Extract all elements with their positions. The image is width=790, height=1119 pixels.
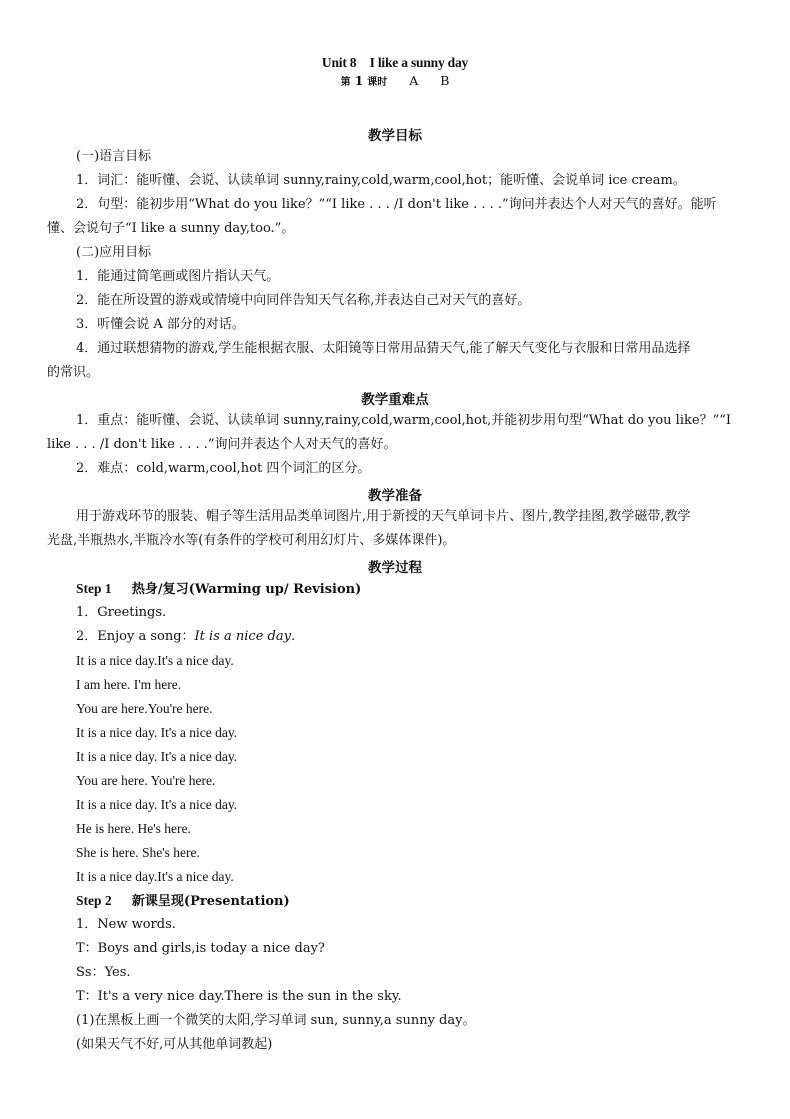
prep-heading: 教学准备 [368,488,422,504]
part-b-label: B [440,73,450,88]
goals-line: (一)语言目标 [76,149,152,164]
lesson-mark: 第 [340,77,351,88]
goals-line: 的常识。 [47,365,100,380]
key-line: 2．难点：cold,warm,cool,hot 四个词汇的区分。 [76,461,371,476]
goals-line: 2．能在所设置的游戏或情境中向同伴告知天气名称,并表达自己对天气的喜好。 [76,293,531,308]
step2-label: Step 2 [76,893,112,908]
lesson-number: 1 [354,73,364,88]
step2-line: T：Boys and girls,is today a nice day? [76,941,325,956]
song-line: He is here. He's here. [76,821,191,836]
goals-heading: 教学目标 [368,128,422,144]
goals-line: 1．词汇：能听懂、会说、认读单词 sunny,rainy,cold,warm,cool,hot；能听懂、会说单词 ice cream。 [76,173,686,188]
unit-title: Unit 8 I like a sunny day [321,55,469,70]
song-line: It is a nice day.It's a nice day. [76,653,234,668]
song-title: It is a nice day [194,629,291,644]
lesson-subtitle [0,73,790,88]
song-line: It is a nice day.It's a nice day. [76,869,234,884]
goals-line: (二)应用目标 [76,245,152,260]
step2-heading [76,892,748,910]
step2-line: 1．New words. [76,917,176,932]
song-line: It is a nice day. It's a nice day. [76,749,238,764]
step2-line: T：It's a very nice day.There is the sun in the sky. [76,989,402,1004]
step2-title: 新课呈现(Presentation) [131,894,290,909]
process-heading: 教学过程 [368,560,422,576]
song-prefix: 2．Enjoy a song： [76,629,195,644]
step1-heading [76,580,748,598]
prep-line: 用于游戏环节的服装、帽子等生活用品类单词图片,用于新授的天气单词卡片、图片,教学挂图,教学磁带,教学 [76,509,691,524]
song-line: You are here.You're here. [76,701,213,716]
step2-line: Ss：Yes. [76,965,131,980]
song-suffix: . [290,629,296,644]
step1-item: 1．Greetings. [76,605,167,620]
key-line: 1．重点：能听懂、会说、认读单词 sunny,rainy,cold,warm,cool,hot,并能初步用句型“What do you like？”“I [76,413,731,428]
key-heading: 教学重难点 [361,392,429,408]
goals-line: 2．句型：能初步用“What do you like？”“I like . . . /I don't like . . . .”询问并表达个人对天气的喜好。能听 [76,197,717,212]
step1-title: 热身/复习(Warming up/ Revision) [131,582,362,597]
song-line: She is here. She's here. [76,845,200,860]
prep-line: 光盘,半瓶热水,半瓶冷水等(有条件的学校可利用幻灯片、多媒体课件)。 [47,533,456,548]
song-line: It is a nice day. It's a nice day. [76,725,238,740]
goals-line: 1．能通过简笔画或图片指认天气。 [76,269,280,284]
song-line: You are here. You're here. [76,773,216,788]
song-line: I am here. I'm here. [76,677,182,692]
goals-line: 3．听懂会说 A 部分的对话。 [76,317,245,332]
part-a-label: A [409,73,419,88]
key-line: like . . . /I don't like . . . .”询问并表达个人对天气的喜好。 [47,437,397,452]
step2-line: (1)在黑板上画一个微笑的太阳,学习单词 sun, sunny,a sunny day。 [76,1013,476,1028]
step1-item [76,628,748,645]
song-line: It is a nice day. It's a nice day. [76,797,238,812]
goals-line: 4．通过联想猜物的游戏,学生能根据衣服、太阳镜等日常用品猜天气,能了解天气变化与衣服和日常用品选择 [76,341,691,356]
lesson-word: 课时 [367,77,388,88]
goals-line: 懂、会说句子“I like a sunny day,too.”。 [47,221,295,236]
step1-label: Step 1 [76,581,112,596]
step2-line: (如果天气不好,可从其他单词教起) [76,1037,273,1052]
